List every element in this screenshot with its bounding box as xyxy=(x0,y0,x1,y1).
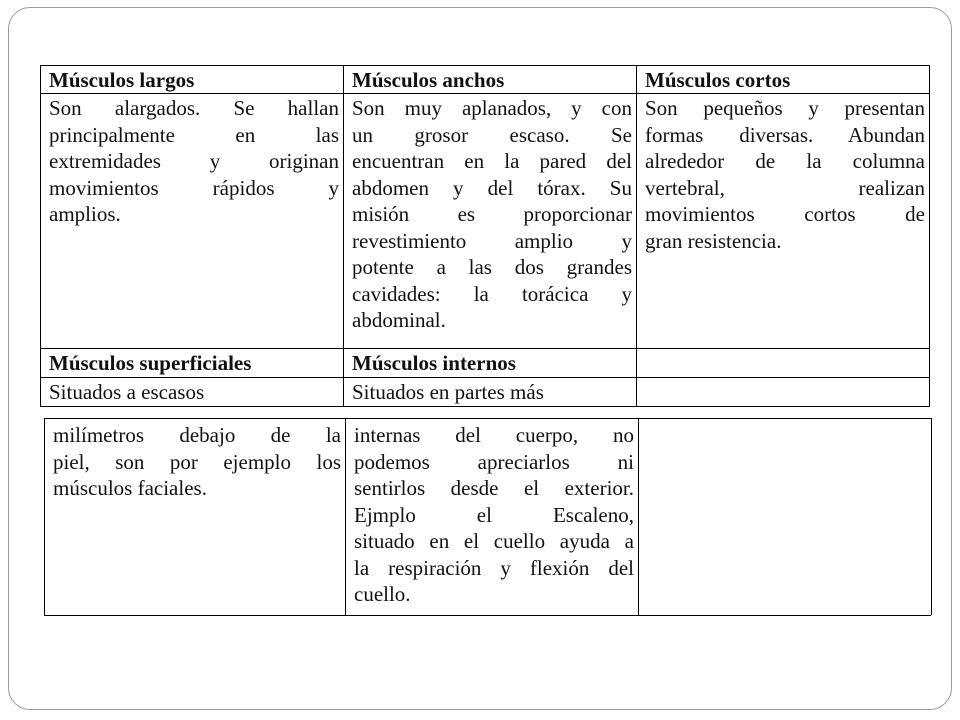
body-cell xyxy=(343,95,632,334)
body-cell-line: Son muy aplanados, y con xyxy=(352,96,632,120)
body-cell-line: formas diversas. Abundan xyxy=(645,122,925,147)
body-cell-line: la respiración y flexión del xyxy=(354,555,634,580)
header-cell: Músculos internos xyxy=(352,351,516,375)
body-cell-line: situado en el cuello ayuda a xyxy=(354,529,634,553)
body-cell-line: podemos apreciarlos ni xyxy=(354,449,634,474)
body-cell-line: internas del cuerpo, no xyxy=(354,423,634,447)
table-hline-4 xyxy=(40,406,930,407)
body-cell xyxy=(636,95,925,254)
body-cell-line: un grosor escaso. Se xyxy=(352,122,632,147)
body-cell-line: Son pequeños y presentan xyxy=(645,96,925,120)
body-cell-line: cuello. xyxy=(354,582,411,606)
header-cell: Músculos anchos xyxy=(352,68,505,92)
body-cell-line: vertebral, realizan xyxy=(645,175,925,200)
lower-table-top xyxy=(44,418,931,419)
body-cell-line: Son alargados. Se hallan xyxy=(49,96,339,120)
body-cell-line: músculos faciales. xyxy=(53,476,207,500)
body-cell-line: piel, son por ejemplo los xyxy=(53,449,341,474)
body-cell-line: sentirlos desde el exterior. xyxy=(354,476,634,500)
body-cell xyxy=(343,379,632,406)
lower-table-vline-2 xyxy=(638,418,639,615)
body-cell xyxy=(40,379,339,406)
body-cell-line: revestimiento amplio y xyxy=(352,228,632,253)
body-cell xyxy=(44,422,341,502)
table-vline-3 xyxy=(929,65,930,406)
body-cell-line: abdomen y del tórax. Su xyxy=(352,175,632,200)
body-cell-line: misión es proporcionar xyxy=(352,202,632,226)
body-cell-line: amplios. xyxy=(49,202,121,226)
body-cell-line: cavidades: la torácica y xyxy=(352,281,632,306)
lower-table-vline-3 xyxy=(931,418,932,615)
body-cell-line: alrededor de la columna xyxy=(645,149,925,173)
lower-table-bottom xyxy=(44,615,931,616)
body-cell-line: gran resistencia. xyxy=(645,228,782,253)
body-cell-line: principalmente en las xyxy=(49,122,339,147)
body-cell-line: movimientos cortos de xyxy=(645,202,925,226)
header-cell: Músculos cortos xyxy=(645,68,791,92)
body-cell-line: potente a las dos grandes xyxy=(352,255,632,279)
body-cell-line: Ejmplo el Escaleno, xyxy=(354,502,634,527)
body-cell-line: Situados a escasos xyxy=(49,380,205,404)
body-cell xyxy=(345,422,634,608)
body-cell-line: Situados en partes más xyxy=(352,380,544,404)
header-cell: Músculos largos xyxy=(49,68,195,92)
body-cell xyxy=(40,95,339,228)
body-cell-line: extremidades y originan xyxy=(49,149,339,173)
header-cell: Músculos superficiales xyxy=(49,351,252,375)
body-cell-line: abdominal. xyxy=(352,308,446,332)
body-cell-line: encuentran en la pared del xyxy=(352,149,632,173)
body-cell-line: movimientos rápidos y xyxy=(49,175,339,200)
body-cell-line: milímetros debajo de la xyxy=(53,423,341,447)
